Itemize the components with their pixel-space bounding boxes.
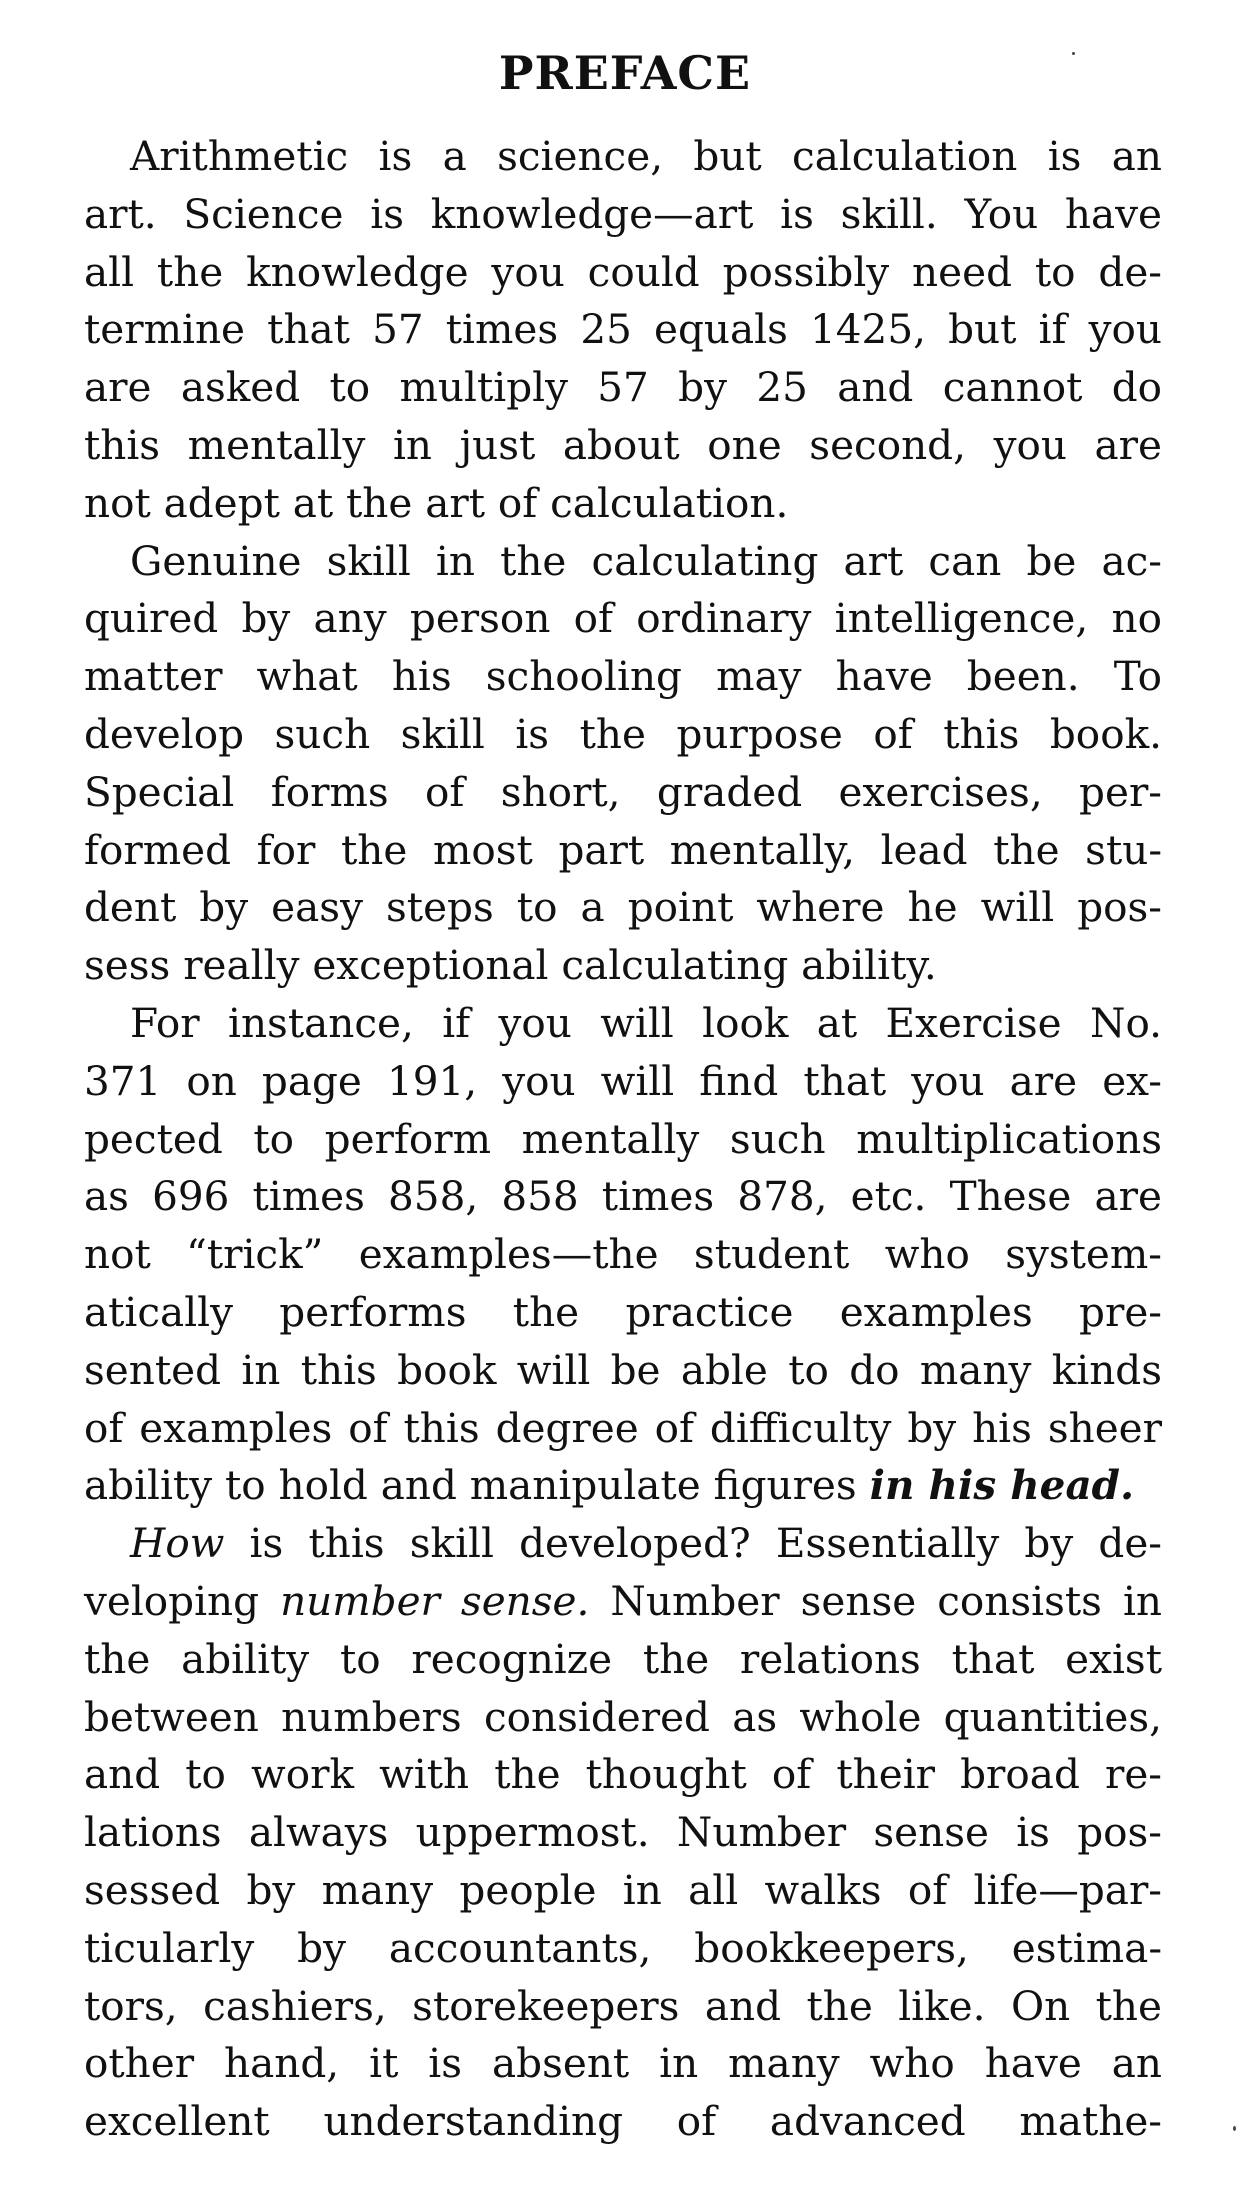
text-line xyxy=(84,2034,1162,2092)
text-line xyxy=(84,1688,1162,1746)
text-line xyxy=(130,1514,1162,1572)
text-segment: lations always uppermost. Number sense is pos- xyxy=(84,1808,1162,1857)
text-segment: veloping xyxy=(84,1577,281,1625)
text-segment: Genuine skill in the calculating art can be ac- xyxy=(130,536,1162,585)
text-segment: excellent understanding of advanced mathe- xyxy=(84,2097,1162,2146)
text-line xyxy=(84,1456,1162,1514)
text-line xyxy=(84,1572,1162,1630)
text-line xyxy=(84,1399,1162,1457)
text-line xyxy=(84,1167,1162,1225)
text-segment: matter what his schooling may have been. To xyxy=(84,652,1162,701)
text-segment: this mentally in just about one second, you are xyxy=(84,421,1162,469)
text-line xyxy=(84,474,1162,532)
text-segment: ticularly by accountants, bookkeepers, estima- xyxy=(84,1923,1162,1972)
text-segment: Number sense consists in xyxy=(589,1577,1162,1625)
emphasized-text: How xyxy=(130,1519,225,1568)
text-segment: sented in this book will be able to do many kinds xyxy=(84,1345,1162,1394)
text-segment: and to work with the thought of their broad re- xyxy=(84,1750,1162,1799)
text-line xyxy=(84,1110,1162,1168)
text-segment: of examples of this degree of difficulty by his sheer xyxy=(84,1403,1162,1452)
text-segment: develop such skill is the purpose of this book. xyxy=(84,710,1162,758)
text-segment: other hand, it is absent in many who have an xyxy=(84,2039,1162,2088)
text-line xyxy=(130,994,1162,1052)
text-line xyxy=(84,1052,1162,1110)
text-segment: between numbers considered as whole quantities, xyxy=(84,1692,1162,1741)
text-segment: is this skill developed? Essentially by de- xyxy=(224,1519,1162,1568)
text-line xyxy=(84,1630,1162,1688)
text-segment: all the knowledge you could possibly need to de- xyxy=(84,247,1162,296)
text-line xyxy=(130,127,1162,185)
text-line xyxy=(84,936,1162,994)
text-segment: sessed by many people in all walks of life—par- xyxy=(84,1866,1162,1914)
text-segment: not “trick” examples—the student who system- xyxy=(84,1230,1162,1279)
emphasized-text: in his head. xyxy=(869,1461,1135,1510)
text-segment: 371 on page 191, you will find that you are ex- xyxy=(84,1056,1162,1105)
text-segment: For instance, if you will look at Exercise No. xyxy=(130,999,1162,1047)
text-line xyxy=(84,589,1162,647)
text-line xyxy=(84,705,1162,763)
text-line xyxy=(84,1919,1162,1977)
text-line xyxy=(84,1283,1162,1341)
text-segment: termine that 57 times 25 equals 1425, but if you xyxy=(84,305,1162,354)
text-line xyxy=(84,821,1162,879)
text-line xyxy=(84,1803,1162,1861)
text-line xyxy=(84,2092,1162,2150)
page-heading: PREFACE xyxy=(498,46,752,100)
scan-speck xyxy=(1233,2126,1236,2131)
text-segment: quired by any person of ordinary intelligence, no xyxy=(84,594,1162,643)
text-segment: tors, cashiers, storekeepers and the like. On the xyxy=(84,1981,1162,2030)
text-segment: formed for the most part mentally, lead the stu- xyxy=(84,825,1162,874)
emphasized-text: number sense. xyxy=(280,1577,590,1625)
text-line xyxy=(84,1861,1162,1919)
text-line xyxy=(84,185,1162,243)
text-line xyxy=(84,358,1162,416)
text-line xyxy=(84,1225,1162,1283)
text-line xyxy=(84,878,1162,936)
text-line xyxy=(84,1341,1162,1399)
text-segment: art. Science is knowledge—art is skill. You have xyxy=(84,189,1162,238)
text-segment: not adept at the art of calculation. xyxy=(84,478,789,527)
text-line xyxy=(84,416,1162,474)
text-line xyxy=(130,532,1162,590)
text-segment: ability to hold and manipulate figures xyxy=(84,1461,870,1510)
text-segment: are asked to multiply 57 by 25 and cannot do xyxy=(84,363,1162,412)
text-segment: sess really exceptional calculating ability. xyxy=(84,941,937,990)
text-line xyxy=(84,763,1162,821)
text-line xyxy=(84,243,1162,301)
text-segment: as 696 times 858, 858 times 878, etc. These are xyxy=(84,1172,1162,1221)
text-segment: Special forms of short, graded exercises, per- xyxy=(84,767,1162,816)
text-segment: Arithmetic is a science, but calculation is an xyxy=(130,132,1162,180)
scan-speck xyxy=(1072,52,1075,55)
text-segment: dent by easy steps to a point where he will pos- xyxy=(84,883,1162,932)
text-segment: atically performs the practice examples pre- xyxy=(84,1288,1162,1336)
text-line xyxy=(84,300,1162,358)
text-line xyxy=(84,1745,1162,1803)
text-line xyxy=(84,647,1162,705)
text-line xyxy=(84,1977,1162,2035)
text-segment: pected to perform mentally such multiplications xyxy=(84,1114,1162,1163)
text-segment: the ability to recognize the relations that exist xyxy=(84,1634,1162,1683)
